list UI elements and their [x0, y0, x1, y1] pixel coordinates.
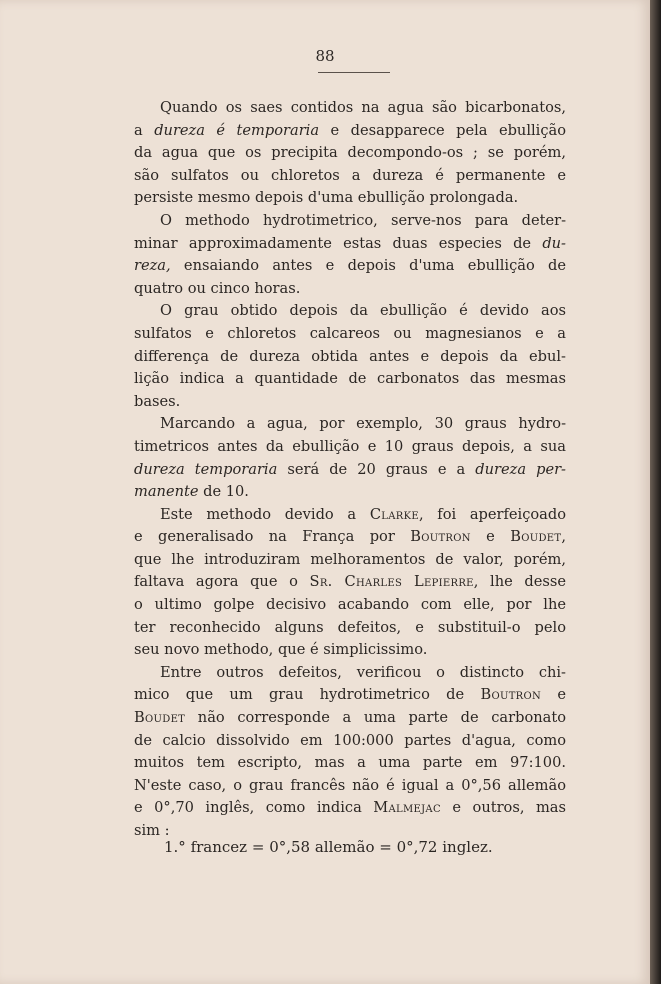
text-segment: ensaiando antes e depois d'uma ebullição de — [170, 257, 566, 275]
emphasis-text: dureza é temporaria — [154, 121, 320, 139]
text-segment: N'este caso, o grau francês não é igual a 0°,56 allemão — [134, 776, 566, 794]
text-line — [134, 210, 566, 233]
text-line — [134, 730, 566, 753]
body-text — [134, 97, 566, 843]
author-name: Sr. Charles Lepierre — [309, 573, 474, 591]
text-segment: e outros, mas — [440, 799, 566, 817]
text-segment: não corresponde a uma parte de carbonato — [185, 709, 566, 727]
text-line — [134, 391, 566, 414]
text-line — [134, 684, 566, 707]
text-line — [134, 526, 566, 549]
text-line — [134, 504, 566, 527]
text-segment: muitos tem escripto, mas a uma parte em 97:100. — [134, 754, 566, 772]
text-segment: e desapparece pela ebullição — [319, 121, 566, 139]
text-line — [134, 142, 566, 165]
text-segment: e — [541, 686, 566, 704]
text-segment: Quando os saes contidos na agua são bicarbonatos, — [160, 99, 566, 116]
text-line — [134, 481, 566, 504]
text-segment: mico que um grau hydrotimetrico de — [134, 686, 481, 704]
conversion-formula: 1.° francez = 0°,58 allemão = 0°,72 inglez. — [164, 838, 493, 856]
text-segment: da agua que os precipita decompondo-os ; se porém, — [134, 144, 566, 162]
text-line — [134, 278, 566, 301]
text-line — [134, 775, 566, 798]
text-segment: faltava agora que o — [134, 573, 310, 591]
book-edge — [650, 0, 661, 984]
text-segment: quatro ou cinco horas. — [134, 279, 301, 297]
text-line — [134, 617, 566, 640]
text-segment: , lhe desse — [473, 573, 566, 591]
emphasis-text: dureza per- — [475, 460, 566, 478]
text-segment: e generalisado na França por — [134, 528, 411, 546]
text-line — [134, 662, 566, 685]
text-segment: persiste mesmo depois d'uma ebullição prolongada. — [134, 189, 519, 207]
text-line — [134, 120, 566, 143]
emphasis-text: dureza temporaria — [134, 460, 278, 478]
text-segment: o ultimo golpe decisivo acabando com elle, por lhe — [134, 596, 566, 614]
text-segment: minar approximadamente estas duas especies de — [134, 234, 543, 252]
text-line — [134, 436, 566, 459]
text-segment: sulfatos e chloretos calcareos ou magnesianos e a — [134, 324, 566, 342]
text-line — [134, 323, 566, 346]
text-segment: O methodo hydrotimetrico, serve-nos para deter- — [160, 211, 566, 229]
header-rule — [318, 72, 390, 73]
text-segment: sim : — [134, 822, 170, 839]
text-segment: seu novo methodo, que é simplicissimo. — [134, 641, 428, 659]
text-segment: , — [561, 528, 566, 546]
text-segment: são sulfatos ou chloretos a dureza é permanente e — [134, 166, 566, 184]
text-line — [134, 413, 566, 436]
text-segment: de calcio dissolvido em 100:000 partes d'agua, como — [134, 731, 566, 749]
text-segment: será de 20 graus e a — [277, 460, 476, 478]
author-name: Boudet — [134, 709, 186, 727]
emphasis-text: reza, — [134, 257, 171, 275]
text-segment: differença de dureza obtida antes e depois da ebul- — [134, 347, 566, 365]
text-segment: Marcando a agua, por exemplo, 30 graus hydro- — [160, 415, 566, 433]
text-segment: , foi aperfeiçoado — [418, 505, 566, 523]
emphasis-text: manente — [134, 483, 199, 501]
text-line — [134, 255, 566, 278]
text-segment: Entre outros defeitos, verificou o distincto chi- — [160, 663, 566, 681]
text-line — [134, 233, 566, 256]
text-segment: bases. — [134, 392, 181, 410]
text-line — [134, 459, 566, 482]
author-name: Malmejac — [373, 799, 441, 817]
text-segment: lição indica a quantidade de carbonatos das mesmas — [134, 370, 566, 388]
text-segment: que lhe introduziram melhoramentos de valor, porém, — [134, 550, 566, 568]
author-name: Boutron — [480, 686, 542, 704]
author-name: Clarke — [369, 505, 419, 523]
text-segment: de 10. — [198, 483, 249, 501]
text-line — [134, 368, 566, 391]
text-line — [134, 165, 566, 188]
text-segment: e 0°,70 inglês, como indica — [134, 799, 374, 817]
text-line — [134, 187, 566, 210]
text-line — [134, 639, 566, 662]
emphasis-text: du- — [542, 234, 566, 252]
page-number: 88 — [315, 47, 335, 65]
text-segment: timetricos antes da ebullição e 10 graus depois, a sua — [134, 437, 566, 455]
text-line — [134, 707, 566, 730]
text-line — [134, 797, 566, 820]
author-name: Boutron — [410, 528, 471, 546]
text-line — [134, 549, 566, 572]
text-segment: Este methodo devido a — [160, 505, 370, 523]
text-segment: e — [470, 528, 511, 546]
text-line — [134, 571, 566, 594]
text-line — [134, 346, 566, 369]
text-line — [134, 300, 566, 323]
text-segment: O grau obtido depois da ebullição é devido aos — [160, 302, 566, 320]
text-line — [134, 97, 566, 120]
text-line — [134, 752, 566, 775]
text-line — [134, 594, 566, 617]
text-segment: ter reconhecido alguns defeitos, e substituil-o pelo — [134, 618, 566, 636]
author-name: Boudet — [510, 528, 562, 546]
text-segment: a — [134, 121, 155, 139]
